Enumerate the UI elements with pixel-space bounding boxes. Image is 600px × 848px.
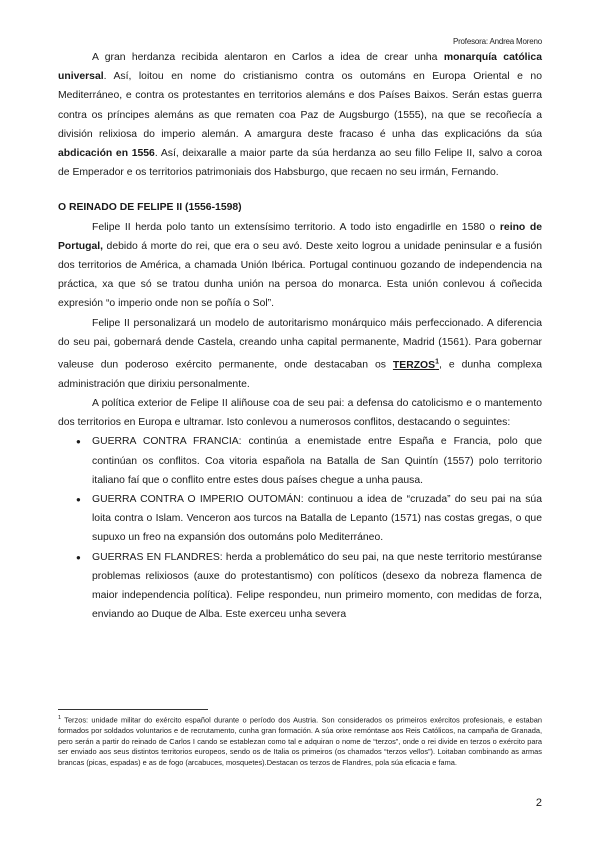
text-run: . Así, loitou en nome do cristianismo contra os outománs en Europa Oriental e no Mediterráneo, e contra os protestantes en territorios alemáns e dos Países Baixos. Serán estas guerra contra os príncipes alemáns as que rematen coa Paz de Augsburgo (1555), na que se recoñecía a división relixiosa do imperio alemán. A amargura deste fracaso é unha das explicacións da súa	[58, 71, 542, 140]
text-run: , e dunha complexa administración que dirixiu personalmente.	[58, 359, 542, 390]
footnote-mark: 1	[58, 715, 62, 721]
footnote-ref-mark: 1	[435, 358, 439, 366]
bold-monarquia-universal: monarquía católica universal	[58, 52, 542, 83]
text-run: Felipe II personalizará un modelo de autoritarismo monárquico máis perfeccionado. A diferencia do seu pai, gobernará dende Castela, creando unha capital permanente, Madrid (1561). Para gobernar valeuse dun poderoso exército permanente, onde destacaban os	[58, 317, 542, 371]
paragraph-felipe-territory	[58, 218, 542, 314]
text-run: . Así, deixaralle a maior parte da súa herdanza ao seu fillo Felipe II, salvo a coroa de Emperador e os territorios patrimoniais dos Habsburgo, que recaen no seu irmán, Fernando.	[58, 148, 542, 179]
bold-abdicacion: abdicación en 1556	[58, 148, 155, 160]
paragraph-foreign-policy: A política exterior de Felipe II aliñouse coa de seu pai: a defensa do catolicismo e o mantemento dos territorios en Europa e ultramar. Isto conlevou a numerosos conflitos, destacando o seguintes:	[58, 397, 542, 429]
paragraph-felipe-authoritarianism	[58, 314, 542, 394]
text-run: Felipe II herda polo tanto un extensísimo territorio. A todo isto engadirlle en 1580 o	[92, 221, 500, 233]
footnote-text: Terzos: unidade militar do exército español durante o período dos Austria. Son considerados os primeiros exércitos profesionais, e estaban formados por soldados voluntarios e de recrutamento, cunha gran formación. A súa orixe remóntase aos Reis Católicos, na campaña de Granada, pero serán a partir do reinado de Carlos I cando se establezan como tal e adquiran o nome de “terzos”, onde o rei divide en terzos o exército para ser enviado aos seus distintos territorios europeos, sendo os de Italia os primeiros (os chamados “terzos vellos”). Loitaban combinando as armas brancas (picas, espadas) e as de fogo (arcabuces, mosquetes).Destacan os terzos de Flandres, pola súa eficacia e fama.	[58, 715, 542, 767]
document-body	[58, 48, 542, 624]
page-number: 2	[535, 797, 542, 809]
footnote-terzos	[58, 713, 542, 768]
footnote-reference-terzos[interactable]	[393, 360, 439, 371]
page-header-author: Profesora: Andrea Moreno	[452, 37, 542, 46]
list-item-flanders: ● GUERRAS EN FLANDRES: herda a problemático do seu pai, na que neste territorio mestúranse problemas relixiosos (auxe do protestantismo) con políticos (desexo da nobreza flamenca de maior independencia política). Felipe respondeu, nun primeiro momento, con medidas de forza, enviando ao Duque de Alba. Este exerceu unha severa	[58, 548, 542, 625]
footnote-divider	[58, 709, 208, 710]
text-run: debido á morte do rei, que era o seu avó. Deste xeito logrou a unidade peninsular e a fusión dos territorios de América, a chamada Unión Ibérica. Portugal continuou gozando de independencia na práctica, xa que só se tratou dunha unión na persoa do monarca. Esta unión conlevou á coñecida expresión “o imperio onde non se poñía o Sol”.	[58, 240, 542, 310]
list-item-ottoman: ● GUERRA CONTRA O IMPERIO OUTOMÁN: continuou a idea de “cruzada” do seu pai na súa loita contra o Islam. Venceron aos turcos na Batalla de Lepanto (1571) nas costas gregas, o que supuxo un freo na expansión dos outománs polo Mediterráneo.	[58, 490, 542, 548]
section-title-felipe-ii: O REINADO DE FELIPE II (1556-1598)	[58, 202, 242, 214]
conflicts-list	[58, 432, 542, 624]
text-run: A gran herdanza recibida alentaron en Carlos a idea de crear unha	[92, 52, 444, 63]
paragraph-carlos-monarchy	[58, 48, 542, 182]
terzos-label: TERZOS	[392, 359, 436, 371]
bold-reino-portugal: reino de Portugal,	[58, 221, 542, 252]
list-item-france: ● GUERRA CONTRA FRANCIA: continúa a enemistade entre España e Francia, polo que continúan os conflitos. Coa vitoria española na Batalla de San Quintín (1557) polo territorio italiano faí que o conflito entre estes dous países chegue a unha pausa.	[58, 432, 542, 490]
